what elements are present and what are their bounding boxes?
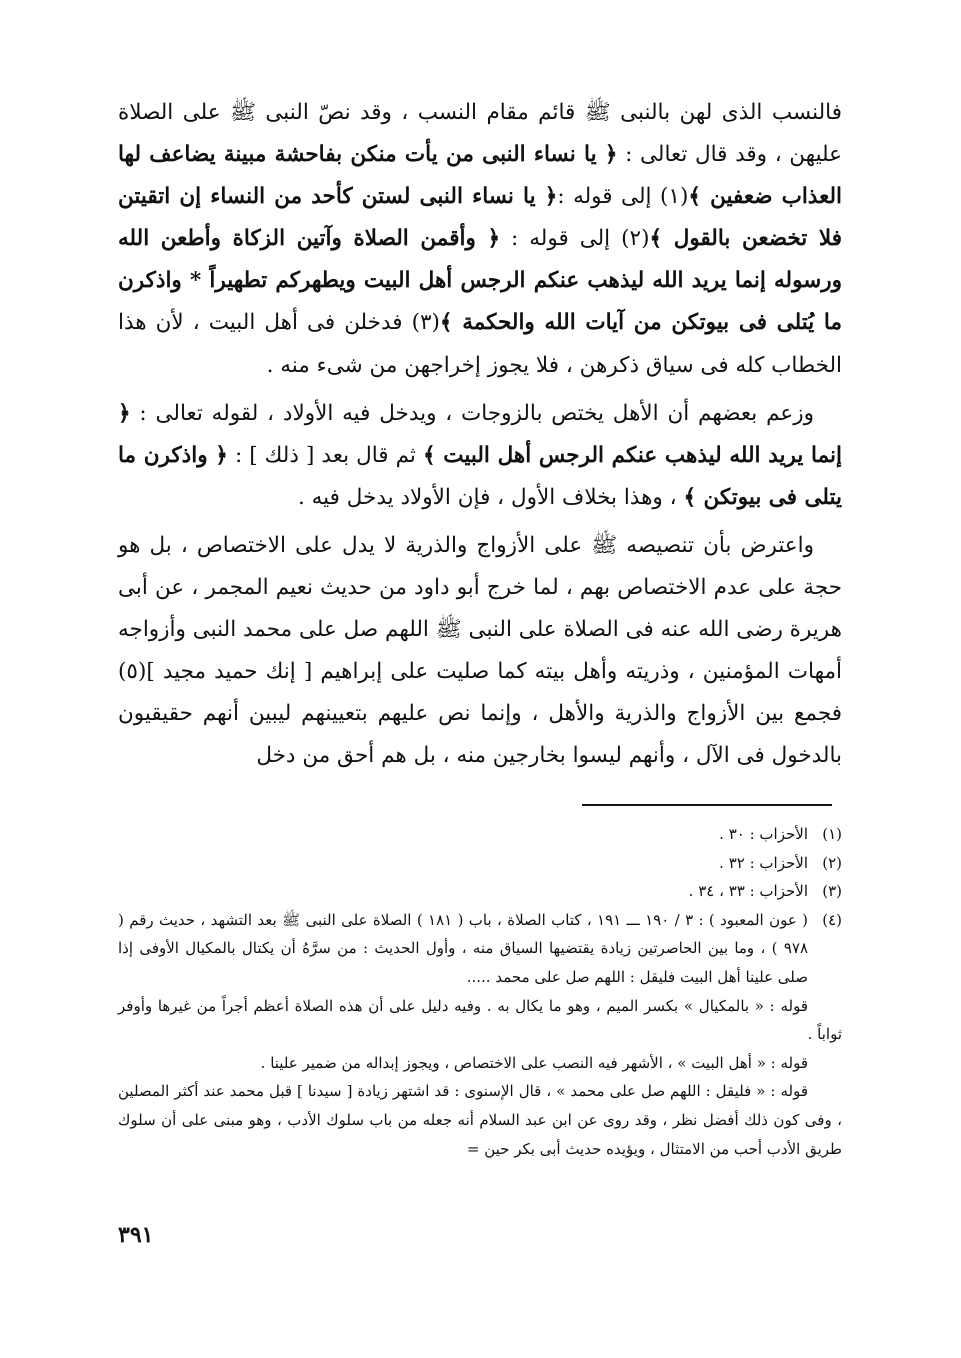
footnote-number: (٣) xyxy=(822,882,842,901)
footnote-continuation: قوله : « أهل البيت » ، الأشهر فيه النصب على الاختصاص ، ويجوز إبداله من ضمير علينا . xyxy=(260,1053,808,1072)
paragraph-1 xyxy=(118,92,842,387)
text-run: فالنسب الذى لهن بالنبى ﷺ قائم مقام النسب ، وقد نصّ النبى ﷺ على الصلاة عليهن ، وقد قال تعالى : xyxy=(118,100,842,168)
footnote-2 xyxy=(118,849,842,878)
quran-verse: ﴿ وأقمن الصلاة وآتين الزكاة وأطعن الله ورسوله إنما يريد الله ليذهب عنكم الرجس أهل البيت ويطهركم تطهيراً * واذكرن ما يُتلى فى بيوتكن من آيات الله والحكمة ﴾ xyxy=(118,226,842,336)
page-number: ٣٩١ xyxy=(118,1222,154,1248)
footnote-continuation: قوله : « فليقل : اللهم صل على محمد » ، قال الإسنوى : قد اشتهر زيادة [ سيدنا ] قبل محمد عند أكثر المصلين ، وفى كون ذلك أفضل نظر ، وقد روى عن ابن عبد السلام أنه جعله من باب سلوك الأدب ، وهو مبنى على أن سلوك طريق الأدب أحب من الامتثال ، ويؤيده حديث أبى بكر حين = xyxy=(118,1082,842,1158)
footnote-text: ( عون المعبود ) : ٣ / ١٩٠ ـــ ١٩١ ، كتاب الصلاة ، باب ( ١٨١ ) الصلاة على النبى ﷺ بعد التشهد ، حديث رقم ( ٩٧٨ ) ، وما بين الحاصرتين زيادة يقتضيها السياق منه ، وأول الحديث : من سرَّهُ أن يكتال بالمكيال الأوفى إذا صلى علينا أهل البيت فليقل : اللهم صل على محمد ..... xyxy=(118,910,809,986)
footnote-text: الأحزاب : ٣٠ . xyxy=(719,825,808,843)
quran-verse: ﴿ يا نساء النبى من يأت منكن بفاحشة مبينة يضاعف لها العذاب ضعفين ﴾ xyxy=(118,142,842,210)
main-text xyxy=(118,92,842,778)
page xyxy=(118,92,842,1158)
text-run: ثم قال بعد [ ذلك ] : xyxy=(227,442,423,468)
text-run: (٣) فدخلن فى أهل البيت ، لأن هذا الخطاب كله فى سياق ذكرهن ، فلا يجوز إخراجهن من شىء منه . xyxy=(118,310,842,378)
text-run: (٢) إلى قوله : xyxy=(500,226,650,252)
footnote-number: (١) xyxy=(822,825,842,843)
paragraph-2 xyxy=(118,393,842,519)
text-run: ، وهذا بخلاف الأول ، فإن الأولاد يدخل فيه . xyxy=(297,484,684,510)
footnote-continuation: قوله : « بالمكيال » بكسر الميم ، وهو ما يكال به . وفيه دليل على أن هذه الصلاة أعظم أجراً من غيرها وأوفر ثواباً . xyxy=(118,996,842,1044)
footnote-separator xyxy=(582,804,832,806)
quran-verse: ﴿ واذكرن ما يتلى فى بيوتكن ﴾ xyxy=(118,442,842,510)
paragraph-3 xyxy=(118,525,842,778)
text-run: واعترض بأن تنصيصه ﷺ على الأزواج والذرية لا يدل على الاختصاص ، بل هو حجة على عدم الاختصاص بهم ، لما خرج أبو داود من حديث نعيم المجمر ، عن أبى هريرة رضى الله عنه فى الصلاة على النبى ﷺ اللهم صل على محمد النبى وأزواجه أمهات المؤمنين ، وذريته وأهل بيته كما صليت على إبراهيم [ إنك حميد مجيد ](٥) فجمع بين الأزواج والذرية والأهل ، وإنما نص عليهم بتعيينهم ليبين أنهم حقيقيون بالدخول فى الآل ، وأنهم ليسوا بخارجين منه ، بل هم أحق من دخل xyxy=(118,532,842,769)
footnote-4 xyxy=(118,906,842,992)
footnote-text: الأحزاب : ٣٣ ، ٣٤ . xyxy=(688,882,808,901)
footnotes xyxy=(118,820,842,1163)
quran-verse: ﴿ يا نساء النبى لستن كأحد من النساء إن اتقيتن فلا تخضعن بالقول ﴾ xyxy=(118,184,842,252)
text-run: وزعم بعضهم أن الأهل يختص بالزوجات ، ويدخل فيه الأولاد ، لقوله تعالى : xyxy=(130,400,814,426)
footnote-text: الأحزاب : ٣٢ . xyxy=(719,853,808,872)
footnote-3 xyxy=(118,877,842,906)
footnote-number: (٢) xyxy=(822,853,842,872)
footnote-number: (٤) xyxy=(822,910,842,929)
quran-verse: ﴿ إنما يريد الله ليذهب عنكم الرجس أهل البيت ﴾ xyxy=(118,400,842,468)
footnote-1 xyxy=(118,820,842,849)
text-run: (١) إلى قوله : xyxy=(557,184,689,210)
